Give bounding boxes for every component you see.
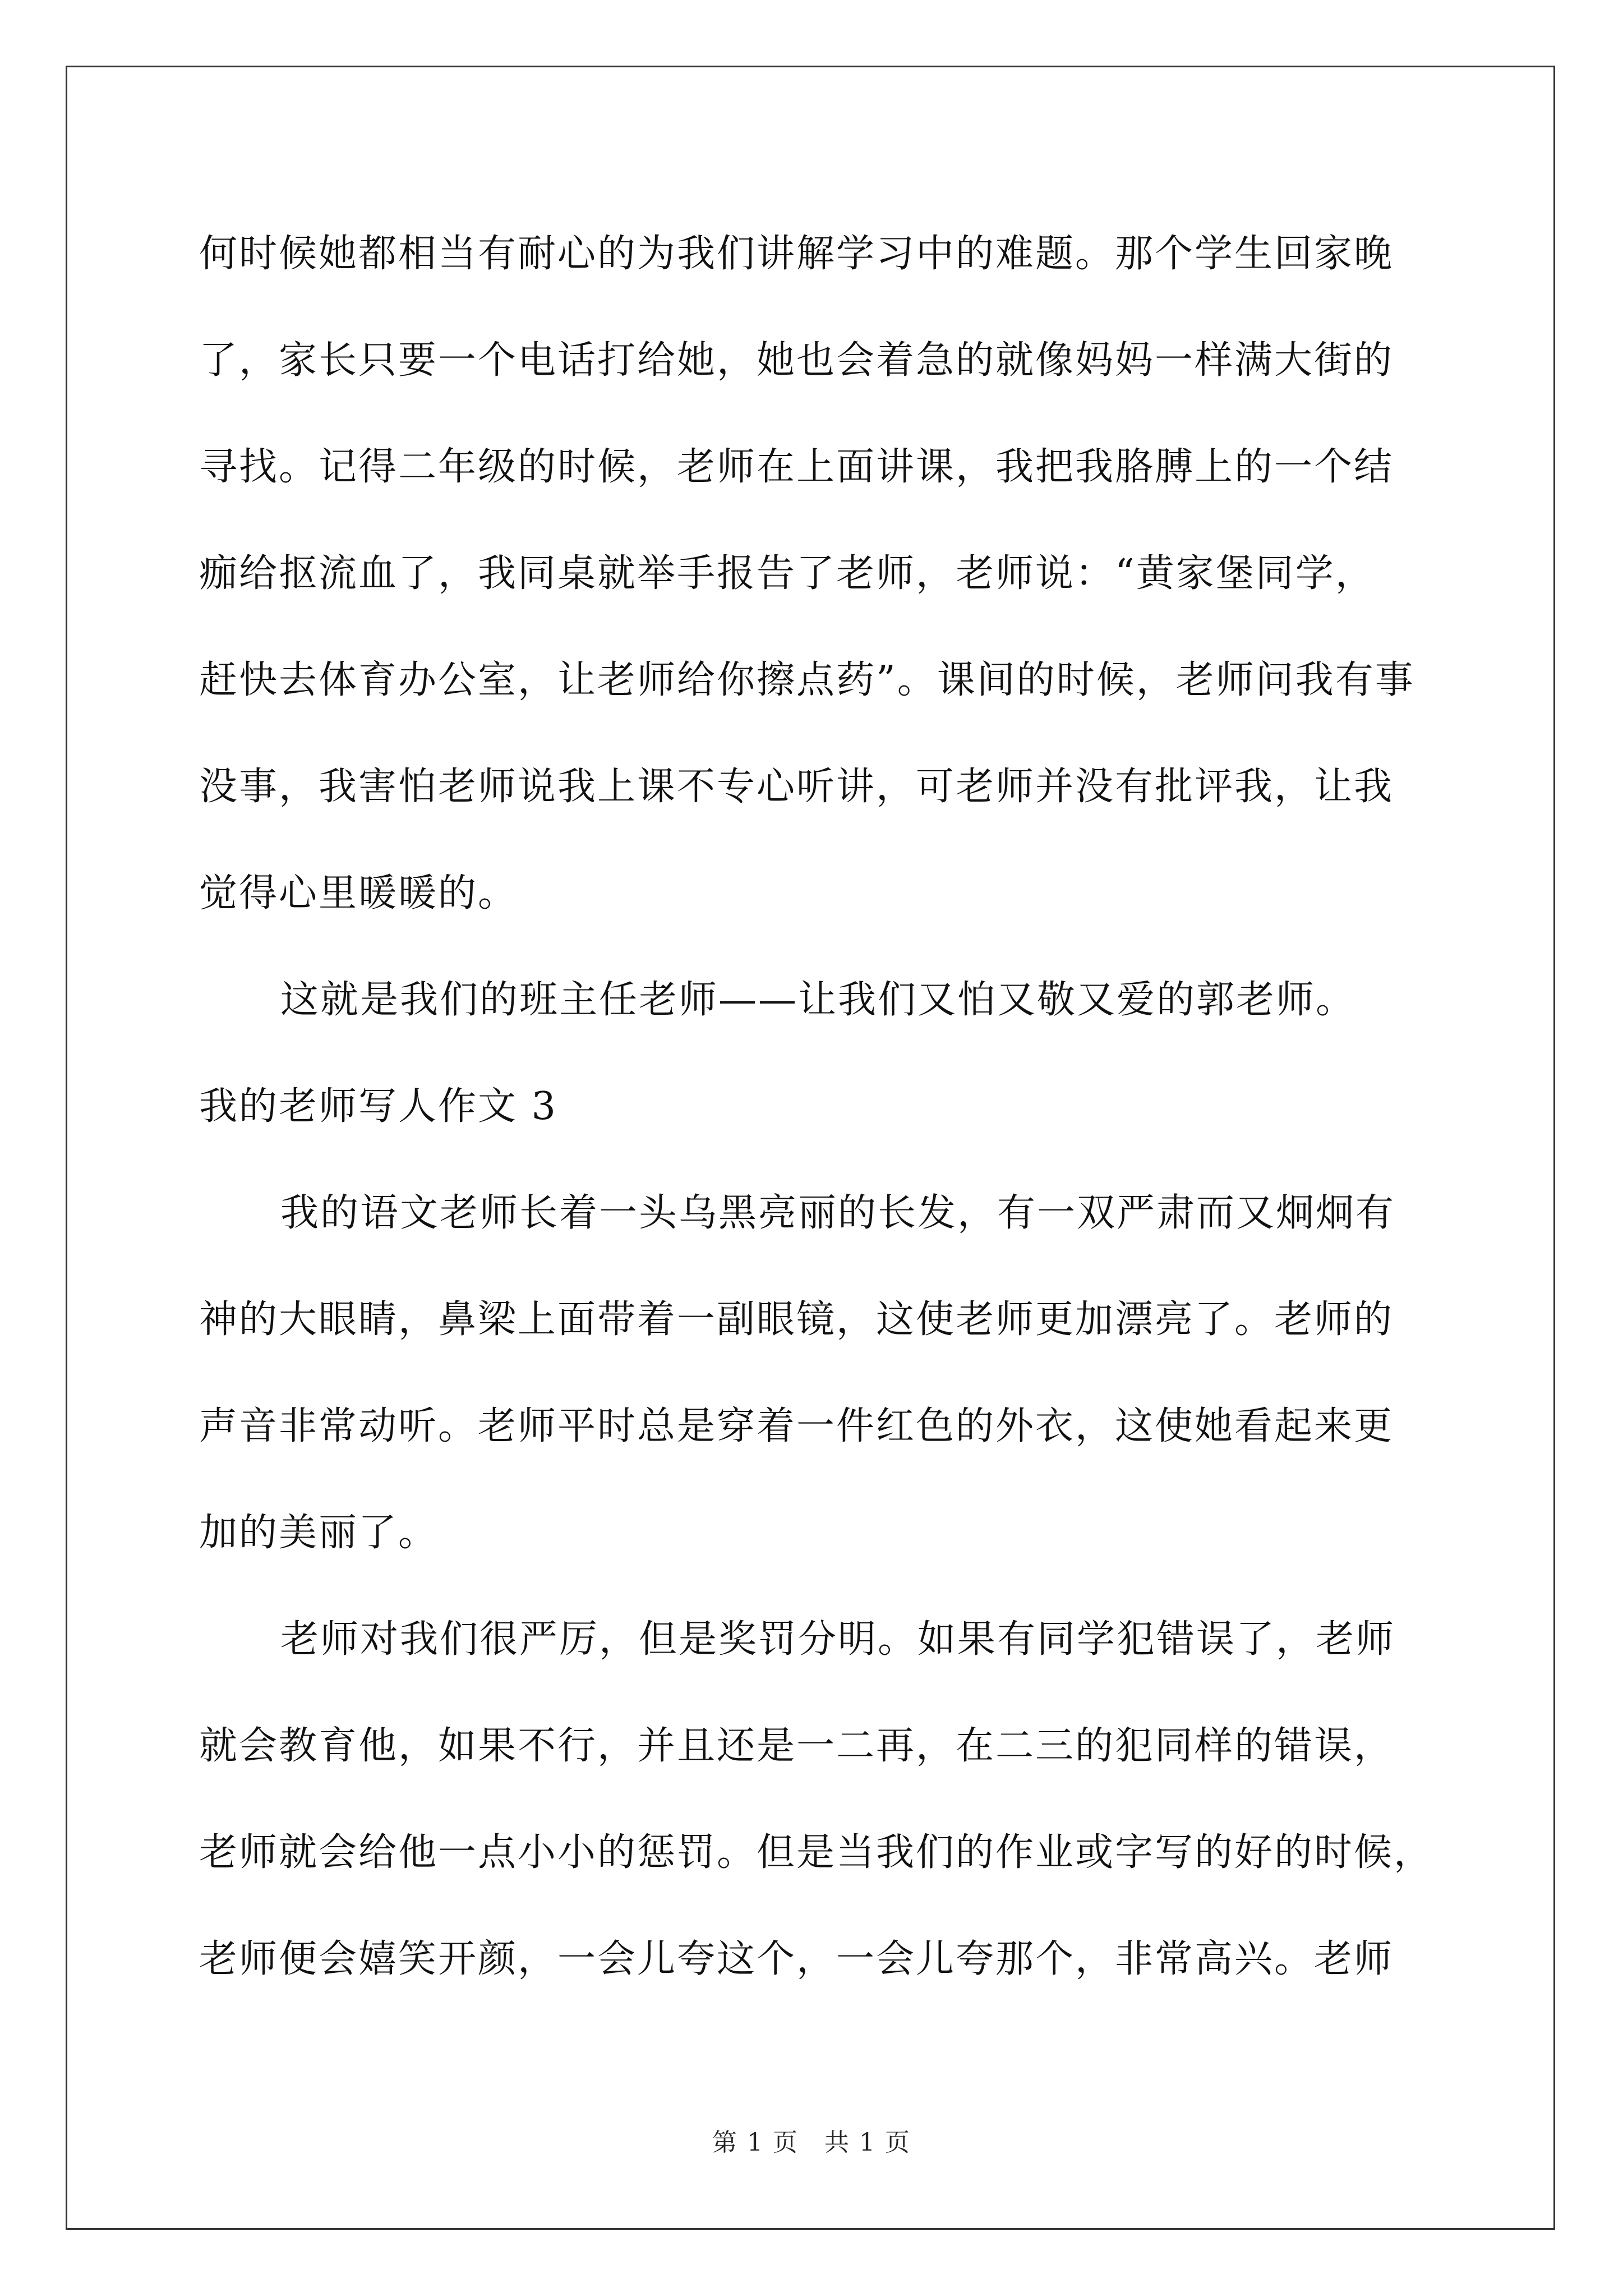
text-line: 没事，我害怕老师说我上课不专心听讲，可老师并没有批评我，让我 — [199, 765, 1394, 809]
text-line: 加的美丽了。 — [199, 1511, 439, 1555]
text-line: 老师便会嬉笑开颜，一会儿夸这个，一会儿夸那个，非常高兴。老师 — [199, 1937, 1394, 1981]
paragraph-first-line: 我的语文老师长着一头乌黑亮丽的长发，有一双严肃而又炯炯有 — [280, 1191, 1396, 1235]
page-border — [66, 66, 1555, 2230]
text-line: 声音非常动听。老师平时总是穿着一件红色的外衣，这使她看起来更 — [199, 1404, 1394, 1448]
text-line: 痂给抠流血了，我同桌就举手报告了老师，老师说：“黄家堡同学， — [199, 551, 1375, 596]
text-line: 觉得心里暖暖的。 — [199, 871, 518, 915]
page-number: 第 1 页 共 1 页 — [712, 2128, 911, 2157]
text-line: 赶快去体育办公室，让老师给你擦点药”。课间的时候，老师问我有事 — [199, 658, 1415, 702]
text-line: 神的大眼睛，鼻梁上面带着一副眼镜，这使老师更加漂亮了。老师的 — [199, 1297, 1394, 1342]
text-line: 寻找。记得二年级的时候，老师在上面讲课，我把我胳膊上的一个结 — [199, 445, 1394, 489]
section-heading: 我的老师写人作文 3 — [199, 1084, 557, 1129]
text-line: 就会教育他，如果不行，并且还是一二再，在二三的犯同样的错误， — [199, 1724, 1394, 1768]
text-line: 何时候她都相当有耐心的为我们讲解学习中的难题。那个学生回家晚 — [199, 232, 1394, 276]
text-line: 老师就会给他一点小小的惩罚。但是当我们的作业或字写的好的时候， — [199, 1830, 1434, 1875]
text-line: 了，家长只要一个电话打给她，她也会着急的就像妈妈一样满大街的 — [199, 338, 1394, 383]
paragraph-first-line: 老师对我们很严厉，但是奖罚分明。如果有同学犯错误了，老师 — [280, 1617, 1396, 1662]
paragraph-first-line: 这就是我们的班主任老师——让我们又怕又敬又爱的郭老师。 — [280, 978, 1356, 1022]
